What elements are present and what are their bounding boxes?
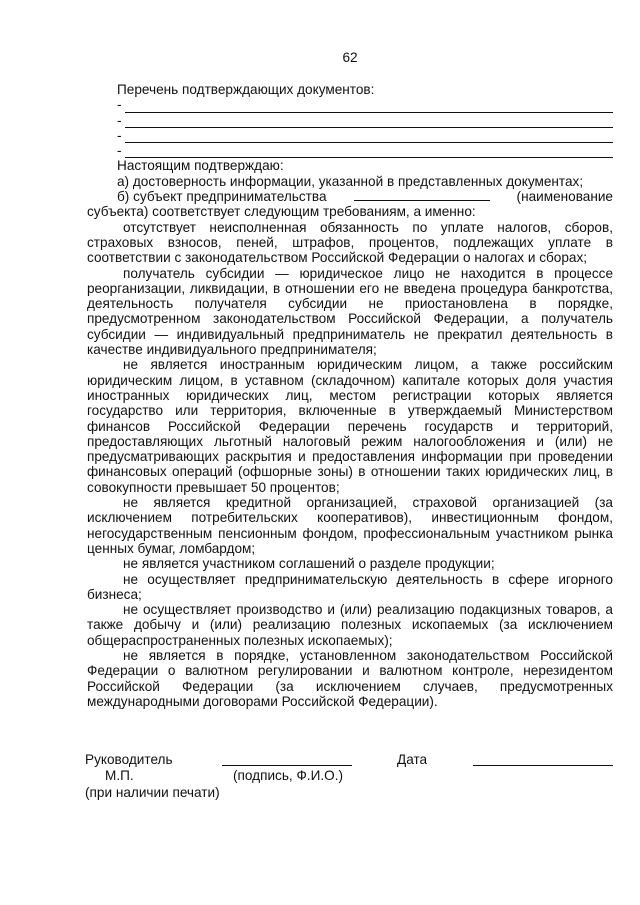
text-line: не является иностранным юридическим лицом, а также российским bbox=[123, 357, 613, 373]
subject-label: б) субъект предпринимательства bbox=[117, 189, 327, 205]
text-line: финансов Российской Федерации перечень государств и территорий, bbox=[87, 418, 613, 434]
text-line: предусматривающих раскрытия и предоставления информации при проведении bbox=[87, 449, 613, 465]
text-line: не является участником соглашений о разделе продукции; bbox=[123, 556, 495, 572]
seal-label: М.П. bbox=[105, 768, 134, 783]
text-line: международными договорами Российской Федерации). bbox=[87, 693, 438, 709]
documents-list-heading: Перечень подтверждающих документов: bbox=[117, 82, 375, 97]
list-dash: - bbox=[117, 127, 122, 143]
text-line: также добычу и (или) реализацию полезных ископаемых (за исключением bbox=[87, 617, 613, 633]
text-line: субсидии — индивидуальный предприниматель не прекратил деятельность в bbox=[87, 326, 613, 342]
document-list-item bbox=[117, 143, 613, 158]
text-line: получатель субсидии — юридическое лицо не находится в процессе bbox=[123, 265, 613, 281]
text-line: исключением потребительских кооперативов), инвестиционным фондом, bbox=[87, 510, 613, 526]
signature-line bbox=[222, 765, 352, 766]
blank-line bbox=[125, 101, 613, 113]
text-line: не является в порядке, установленном законодательством Российской bbox=[123, 647, 613, 663]
document-list-item bbox=[117, 128, 613, 143]
text-line: Российской Федерации (за исключением случаев, предусмотренных bbox=[87, 678, 613, 694]
text-line: предоставляющих льготный налоговый режим налогообложения и (или) не bbox=[87, 433, 613, 449]
list-dash: - bbox=[117, 97, 122, 113]
text-line: соответствии с законодательством Российской Федерации о налогах и сборах; bbox=[87, 250, 588, 266]
date-line bbox=[473, 765, 613, 766]
confirmation-text bbox=[87, 158, 613, 709]
subject-name-blank bbox=[354, 189, 490, 201]
head-label: Руководитель bbox=[85, 752, 173, 767]
list-dash: - bbox=[117, 112, 122, 128]
text-line: предусмотренном законодательством Российской Федерации, а получатель bbox=[87, 311, 613, 327]
text-line: общераспространенных полезных ископаемых); bbox=[87, 632, 393, 648]
text-line: государство или территория, включенные в утверждаемый Министерством bbox=[87, 403, 613, 419]
signature-caption: (подпись, Ф.И.О.) bbox=[233, 768, 344, 783]
text-line: не осуществляет производство и (или) реализацию подакцизных товаров, а bbox=[123, 602, 613, 618]
text-line: не является кредитной организацией, страховой организацией (за bbox=[123, 495, 613, 511]
text-line: качестве индивидуального предпринимателя; bbox=[87, 342, 377, 358]
list-dash: - bbox=[117, 143, 122, 159]
page-number: 62 bbox=[342, 50, 358, 65]
text-line: Федерации о валютном регулировании и валютном контроле, нерезидентом bbox=[87, 663, 613, 679]
text-line: негосударственным пенсионным фондом, профессиональным участником рынка bbox=[87, 525, 613, 541]
subject-name-hint: (наименование bbox=[516, 189, 613, 205]
seal-note: (при наличии печати) bbox=[85, 785, 220, 800]
blank-line bbox=[125, 131, 613, 143]
document-body bbox=[87, 82, 613, 709]
text-line: страховых взносов, пеней, штрафов, процентов, подлежащих уплате в bbox=[87, 234, 613, 250]
document-list-item bbox=[117, 113, 613, 128]
text-line: субъекта) соответствует следующим требованиям, а именно: bbox=[87, 204, 476, 220]
blank-line bbox=[125, 146, 613, 158]
document-list-item bbox=[117, 97, 613, 112]
signature-block bbox=[85, 752, 615, 812]
text-line: деятельность получателя субсидии не приостановлена в порядке, bbox=[87, 296, 613, 312]
text-line: бизнеса; bbox=[87, 586, 142, 602]
text-line: а) достоверность информации, указанной в представленных документах; bbox=[117, 173, 584, 189]
text-line: отсутствует неисполненная обязанность по уплате налогов, сборов, bbox=[123, 219, 613, 235]
text-line: финансовых операций (офшорные зоны) в отношении таких юридических лиц, в bbox=[87, 464, 613, 480]
documents-list bbox=[117, 97, 613, 158]
text-line: Настоящим подтверждаю: bbox=[117, 158, 284, 174]
text-line: иностранных юридических лиц, местом регистрации которых является bbox=[87, 387, 613, 403]
text-line: реорганизации, ликвидации, в отношении его не введена процедура банкротства, bbox=[87, 280, 613, 296]
subject-line bbox=[117, 189, 613, 204]
text-line: совокупности превышает 50 процентов; bbox=[87, 479, 340, 495]
text-line: юридическим лицом, в уставном (складочном) капитале которых доля участия bbox=[87, 372, 613, 388]
date-label: Дата bbox=[397, 752, 428, 767]
text-line: ценных бумаг, ломбардом; bbox=[87, 540, 256, 556]
text-line: не осуществляет предпринимательскую деятельность в сфере игорного bbox=[123, 571, 613, 587]
blank-line bbox=[125, 116, 613, 128]
